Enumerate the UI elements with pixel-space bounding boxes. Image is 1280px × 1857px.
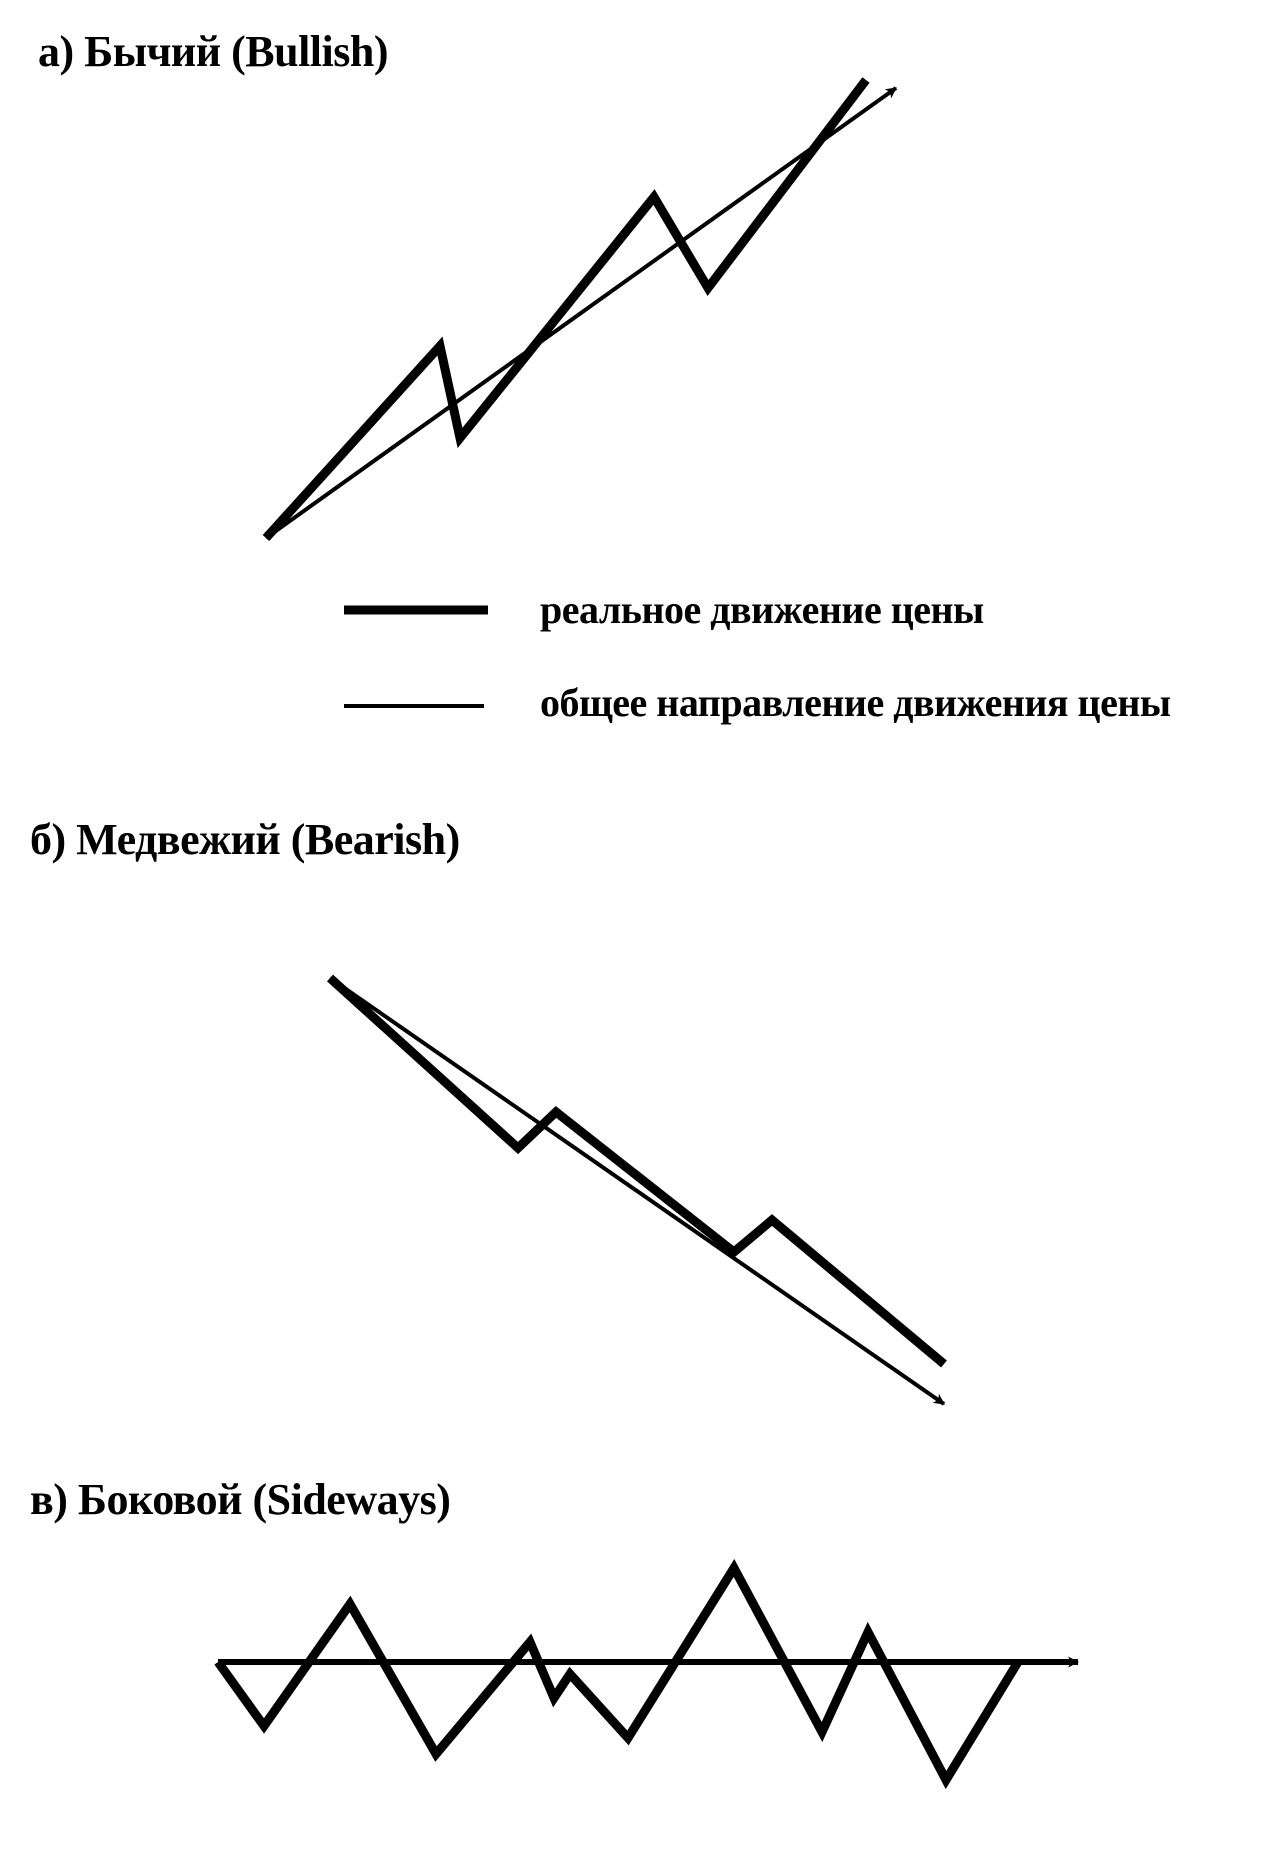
bearish-trend-arrow bbox=[330, 978, 944, 1404]
bearish-diagram bbox=[330, 978, 944, 1404]
sideways-real-price-line bbox=[218, 1568, 1018, 1780]
legend-general-direction-label: общее направление движения цены bbox=[540, 680, 1171, 725]
bearish-title: б) Медвежий (Bearish) bbox=[30, 815, 460, 864]
bearish-real-price-line bbox=[330, 978, 944, 1364]
legend-real-movement-label: реальное движение цены bbox=[540, 587, 984, 632]
sideways-diagram bbox=[218, 1568, 1078, 1780]
bullish-title: а) Бычий (Bullish) bbox=[38, 27, 389, 76]
bullish-trend-arrow bbox=[266, 88, 896, 538]
legend bbox=[344, 610, 488, 706]
bullish-diagram bbox=[266, 80, 896, 538]
sideways-title: в) Боковой (Sideways) bbox=[30, 1475, 451, 1524]
bullish-real-price-line bbox=[266, 80, 866, 538]
